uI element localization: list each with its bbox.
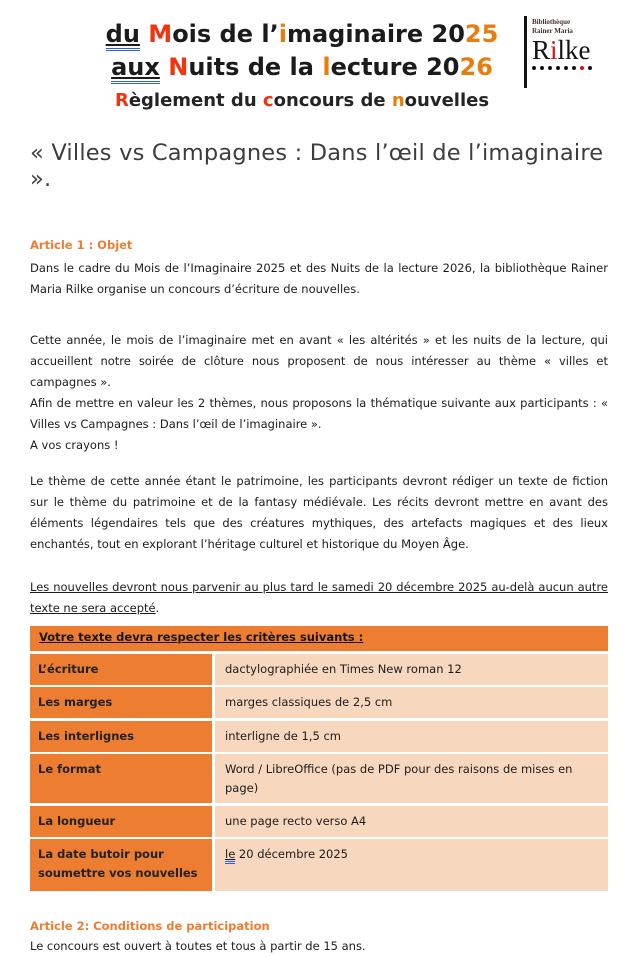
header-line3-text3: ouvelles [404, 90, 490, 111]
header-line1-accent3: 25 [464, 20, 499, 48]
logo-dot [572, 66, 576, 70]
header-line2-underlined: aux [111, 53, 160, 84]
logo-org-line1: Bibliothèque [532, 18, 571, 26]
logo-vertical-bar [524, 16, 527, 88]
article1-paragraph2 [30, 330, 608, 456]
header-line1-accent2: i [278, 20, 287, 48]
page-title: « Villes vs Campagnes : Dans l’œil de l’imaginaire ». [30, 140, 604, 192]
header-line3-text2: oncours de [273, 90, 392, 111]
header-line2-accent2: l [322, 53, 331, 81]
logo-text-block [532, 16, 592, 88]
logo-name-part2: lke [557, 35, 591, 65]
header-line1-text2: maginaire 20 [286, 20, 465, 48]
deadline-paragraph [30, 577, 608, 619]
criteria-value: dactylographiée en Times New roman 12 [215, 654, 608, 685]
logo-dot [532, 66, 536, 70]
criteria-label: La date butoir pour soumettre vos nouvelles [30, 839, 212, 891]
criteria-table-header-text: Votre texte devra respecter les critères suivants : [39, 630, 364, 644]
header-line3-text1: èglement du [128, 90, 263, 111]
criteria-label: Les marges [30, 687, 212, 718]
table-row [30, 806, 608, 837]
header-line2-accent3: 26 [459, 53, 493, 81]
deadline-underlined-text: Les nouvelles devront nous parvenir au plus tard le samedi 20 décembre 2025 au-delà aucun autre texte ne sera accepté [30, 580, 608, 615]
criteria-value-underlined: le [225, 847, 235, 864]
criteria-label: La longueur [30, 806, 212, 837]
deadline-period: . [155, 601, 160, 615]
criteria-value: interligne de 1,5 cm [215, 721, 608, 752]
header-line1-text1: ois de l’ [172, 20, 279, 48]
logo-dot [564, 66, 568, 70]
criteria-label: L’écriture [30, 654, 212, 685]
header-line2-accent1: N [168, 53, 189, 81]
article1-paragraph2-line1: Cette année, le mois de l’imaginaire met en avant « les altérités » et les nuits de la lecture, qui accueillent notre soirée de clôture nous proposent de nous intéresser au thème « villes et campagnes ». [30, 333, 608, 389]
criteria-table-header [30, 626, 608, 651]
criteria-label: Le format [30, 754, 212, 803]
table-row [30, 839, 608, 891]
logo-name-part1: R [532, 35, 551, 65]
header-line1-underlined: du [106, 20, 140, 51]
article2-title: Article 2: Conditions de participation [30, 919, 270, 933]
article1-title: Article 1 : Objet [30, 238, 133, 252]
document-header [30, 14, 608, 114]
criteria-label: Les interlignes [30, 721, 212, 752]
criteria-table [30, 626, 608, 891]
article1-paragraph2-line3: A vos crayons ! [30, 438, 119, 452]
header-line-3 [80, 88, 524, 114]
logo-name [532, 36, 592, 64]
article1-paragraph2-line2: Afin de mettre en valeur les 2 thèmes, nous proposons la thématique suivante aux participants : « Villes vs Campagnes : Dans l’œil de l’imaginaire ». [30, 396, 608, 431]
logo-dot [548, 66, 552, 70]
table-row [30, 687, 608, 718]
header-line3-accent1: R [114, 90, 129, 111]
criteria-value: Word / LibreOffice (pas de PDF pour des raisons de mises en page) [215, 754, 608, 803]
article2-paragraph1: Le concours est ouvert à toutes et tous à partir de 15 ans. [30, 939, 366, 953]
header-line-2 [80, 51, 524, 84]
logo-dot-red [580, 66, 584, 70]
article1-paragraph3: Le thème de cette année étant le patrimoine, les participants devront rédiger un texte de fiction sur le thème du patrimoine et de la fantasy médiévale. Les récits devront mettre en avant des éléments légendaires tels que des créatures mythiques, des artefacts magiques et des lieux enchantés, tout en explorant l’héritage culturel et historique du Moyen Âge. [30, 474, 608, 551]
logo-org-line2: Rainer Maria [532, 27, 573, 35]
logo-dot [588, 66, 592, 70]
header-line3-accent2: c [262, 90, 274, 111]
criteria-value: une page recto verso A4 [215, 806, 608, 837]
table-row [30, 721, 608, 752]
table-row [30, 654, 608, 685]
criteria-value-rest: 20 décembre 2025 [235, 847, 348, 861]
logo-dots-row [532, 66, 592, 70]
header-line-1 [80, 18, 524, 51]
header-line1-accent1: M [148, 20, 173, 48]
library-logo [524, 16, 608, 88]
logo-name-accent: i [550, 35, 558, 65]
logo-dot [540, 66, 544, 70]
criteria-value [215, 839, 608, 891]
table-row [30, 754, 608, 803]
header-line2-text1: uits de la [188, 53, 323, 81]
header-line2-text2: ecture 20 [330, 53, 460, 81]
article1-paragraph1: Dans le cadre du Mois de l’Imaginaire 2025 et des Nuits de la lecture 2026, la bibliothèque Rainer Maria Rilke organise un concours d’écriture de nouvelles. [30, 261, 608, 296]
criteria-value: marges classiques de 2,5 cm [215, 687, 608, 718]
header-titles [80, 14, 524, 114]
header-line3-accent3: n [391, 90, 405, 111]
logo-dot [556, 66, 560, 70]
